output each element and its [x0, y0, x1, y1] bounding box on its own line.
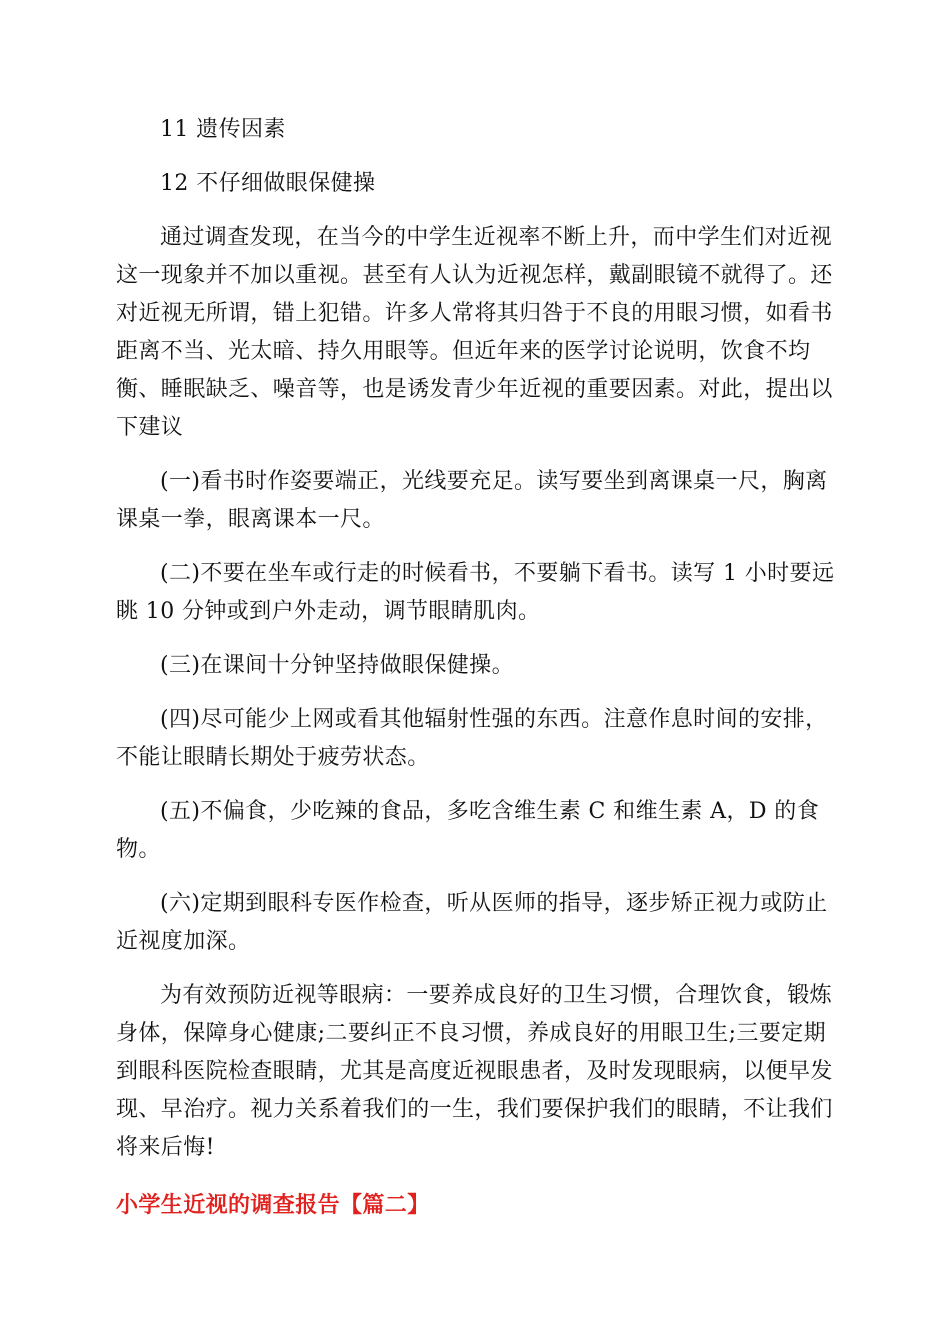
paragraph-line: 衡、睡眠缺乏、噪音等，也是诱发青少年近视的重要因素。对此，提出以: [116, 377, 833, 402]
suggestion-1-cont: 课桌一拳，眼离课本一尺。: [116, 507, 385, 532]
paragraph-line: 下建议: [116, 415, 184, 440]
suggestion-6-cont: 近视度加深。: [116, 929, 251, 954]
suggestion-5-cont: 物。: [116, 837, 161, 862]
paragraph-line: 对近视无所谓，错上犯错。许多人常将其归咎于不良的用眼习惯，如看书: [116, 301, 833, 326]
suggestion-4: (四)尽可能少上网或看其他辐射性强的东西。注意作息时间的安排，: [160, 707, 828, 732]
suggestion-2-cont: 眺 10 分钟或到户外走动，调节眼睛肌肉。: [116, 599, 541, 624]
paragraph-line: 身体，保障身心健康;二要纠正不良习惯，养成良好的用眼卫生;三要定期: [116, 1021, 827, 1046]
paragraph-line: 为有效预防近视等眼病：一要养成良好的卫生习惯，合理饮食，锻炼: [160, 983, 833, 1008]
suggestion-4-cont: 不能让眼睛长期处于疲劳状态。: [116, 745, 430, 770]
paragraph-line: 到眼科医院检查眼睛，尤其是高度近视眼患者，及时发现眼病，以便早发: [116, 1059, 833, 1084]
list-item-heredity: 11 遗传因素: [160, 117, 286, 142]
paragraph-line: 通过调查发现，在当今的中学生近视率不断上升，而中学生们对近视: [160, 225, 833, 250]
paragraph-line: 现、早治疗。视力关系着我们的一生，我们要保护我们的眼睛，不让我们: [116, 1097, 833, 1122]
suggestion-3: (三)在课间十分钟坚持做眼保健操。: [160, 653, 514, 678]
list-item-eye-exercises: 12 不仔细做眼保健操: [160, 171, 376, 196]
paragraph-line: 距离不当、光太暗、持久用眼等。但近年来的医学讨论说明，饮食不均: [116, 339, 811, 364]
suggestion-2: (二)不要在坐车或行走的时候看书，不要躺下看书。读写 1 小时要远: [160, 561, 835, 586]
section-heading: 小学生近视的调查报告【篇二】: [116, 1193, 430, 1218]
suggestion-5: (五)不偏食，少吃辣的食品，多吃含维生素 C 和维生素 A，D 的食: [160, 799, 820, 824]
suggestion-6: (六)定期到眼科专医作检查，听从医师的指导，逐步矫正视力或防止: [160, 891, 828, 916]
paragraph-line: 这一现象并不加以重视。甚至有人认为近视怎样，戴副眼镜不就得了。还: [116, 263, 833, 288]
suggestion-1: (一)看书时作姿要端正，光线要充足。读写要坐到离课桌一尺，胸离: [160, 469, 828, 494]
paragraph-line: 将来后悔!: [116, 1135, 215, 1160]
